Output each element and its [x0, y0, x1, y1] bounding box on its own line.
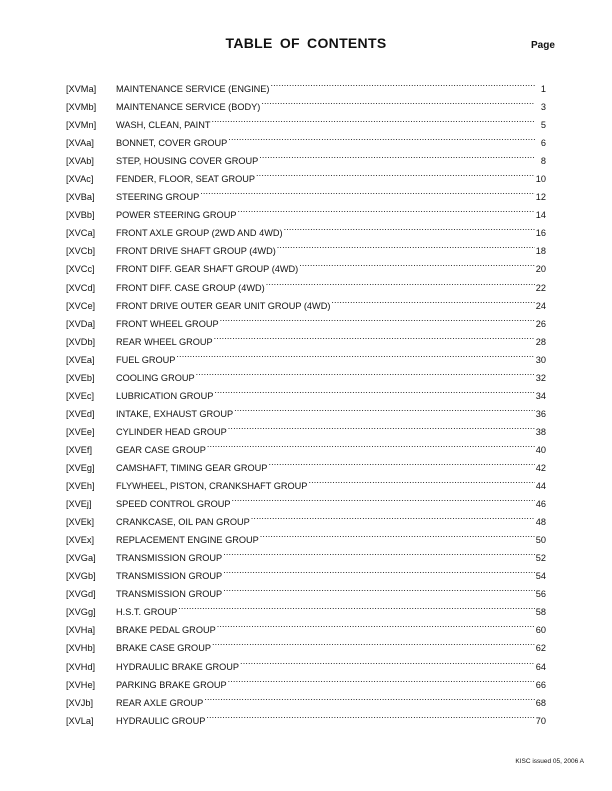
toc-entry-title: PARKING BRAKE GROUP	[116, 679, 227, 690]
toc-entry[interactable]	[66, 224, 546, 242]
toc-entry-title: INTAKE, EXHAUST GROUP	[116, 408, 234, 419]
page-title: TABLE OF CONTENTS	[225, 35, 387, 51]
toc-entry-title: TRANSMISSION GROUP	[116, 571, 223, 582]
dot-leader	[266, 281, 535, 291]
toc-entry-code: [XVMn]	[66, 120, 97, 131]
toc-entry[interactable]	[66, 242, 546, 260]
toc-entry-page-number: 6	[540, 138, 546, 149]
toc-entry-page-number: 32	[535, 372, 546, 383]
toc-entry[interactable]	[66, 567, 546, 585]
toc-entry-code: [XVEc]	[66, 390, 95, 401]
toc-entry-title: BRAKE CASE GROUP	[116, 643, 211, 654]
page-column-header: Page	[531, 40, 555, 51]
toc-entry[interactable]	[66, 351, 546, 369]
toc-entry-code: [XVEh]	[66, 481, 95, 492]
toc-entry-page-number: 64	[535, 661, 546, 672]
toc-entry[interactable]	[66, 676, 546, 694]
toc-entry[interactable]	[66, 405, 546, 423]
toc-entry-page-number: 38	[535, 426, 546, 437]
toc-entry-code: [XVEe]	[66, 426, 95, 437]
toc-entry-code: [XVHe]	[66, 679, 96, 690]
dot-leader	[232, 497, 535, 507]
toc-entry[interactable]	[66, 98, 546, 116]
toc-entry-code: [XVCc]	[66, 264, 95, 275]
toc-entry[interactable]	[66, 694, 546, 712]
toc-entry-code: [XVGa]	[66, 553, 96, 564]
toc-entry-title: REPLACEMENT ENGINE GROUP	[116, 535, 259, 546]
toc-entry-page-number: 66	[535, 679, 546, 690]
toc-entry-page-number: 60	[535, 625, 546, 636]
toc-entry-page-number: 30	[535, 354, 546, 365]
toc-entry[interactable]	[66, 80, 546, 98]
toc-entry-page-number: 46	[535, 499, 546, 510]
toc-entry-code: [XVHd]	[66, 661, 96, 672]
toc-entry-title: HYDRAULIC GROUP	[116, 715, 206, 726]
dot-leader	[223, 587, 535, 597]
toc-entry[interactable]	[66, 477, 546, 495]
toc-entry-title: FRONT DRIVE OUTER GEAR UNIT GROUP (4WD)	[116, 300, 331, 311]
toc-entry[interactable]	[66, 712, 546, 730]
toc-entry-page-number: 1	[540, 84, 546, 94]
dot-leader	[223, 551, 535, 561]
dot-leader	[220, 317, 535, 327]
toc-entry-title: CRANKCASE, OIL PAN GROUP	[116, 517, 250, 528]
dot-leader	[277, 244, 535, 254]
dot-leader	[207, 443, 535, 453]
toc-entry-code: [XVEa]	[66, 354, 95, 365]
toc-entry-title: GEAR CASE GROUP	[116, 444, 206, 455]
toc-entry-page-number: 48	[535, 517, 546, 528]
toc-entry-code: [XVCb]	[66, 246, 96, 257]
dot-leader	[204, 696, 534, 706]
dot-leader	[331, 299, 534, 309]
dot-leader	[178, 605, 535, 615]
toc-entry[interactable]	[66, 152, 546, 170]
toc-entry-page-number: 62	[535, 643, 546, 654]
dot-leader	[196, 371, 535, 381]
dot-leader	[217, 623, 535, 633]
toc-entry-code: [XVGg]	[66, 607, 96, 618]
toc-entry-page-number: 34	[535, 390, 546, 401]
dot-leader	[299, 262, 535, 272]
toc-entry-title: WASH, CLEAN, PAINT	[116, 120, 211, 131]
dot-leader	[214, 335, 535, 345]
toc-entry-page-number: 20	[535, 264, 546, 275]
toc-entry-title: MAINTENANCE SERVICE (ENGINE)	[116, 84, 270, 94]
dot-leader	[261, 100, 535, 110]
dot-leader	[256, 172, 535, 182]
toc-entry-page-number: 56	[535, 589, 546, 600]
toc-entry[interactable]	[66, 206, 546, 224]
toc-entry-title: FRONT WHEEL GROUP	[116, 318, 219, 329]
dot-leader	[200, 190, 535, 200]
toc-entry-page-number: 12	[535, 192, 546, 203]
toc-entry-page-number: 52	[535, 553, 546, 564]
toc-entry[interactable]	[66, 441, 546, 459]
toc-entry[interactable]	[66, 279, 546, 297]
toc-entry-page-number: 68	[535, 697, 546, 708]
toc-entry-title: BRAKE PEDAL GROUP	[116, 625, 216, 636]
toc-entry[interactable]	[66, 387, 546, 405]
toc-entry[interactable]	[66, 297, 546, 315]
toc-entry-code: [XVHb]	[66, 643, 96, 654]
dot-leader	[268, 461, 534, 471]
toc-entry-code: [XVHa]	[66, 625, 96, 636]
toc-entry-page-number: 3	[540, 102, 546, 113]
toc-entry[interactable]	[66, 621, 546, 639]
toc-entry-title: REAR WHEEL GROUP	[116, 336, 213, 347]
toc-entry-code: [XVDb]	[66, 336, 96, 347]
toc-entry-title: COOLING GROUP	[116, 372, 195, 383]
toc-entry-code: [XVEb]	[66, 372, 95, 383]
toc-entry-code: [XVEj]	[66, 499, 92, 510]
toc-entry[interactable]	[66, 459, 546, 477]
toc-entry-page-number: 70	[535, 715, 546, 726]
toc-entry-page-number: 36	[535, 408, 546, 419]
toc-entry-code: [XVEf]	[66, 444, 93, 455]
toc-entry-code: [XVJb]	[66, 697, 94, 708]
toc-entry-code: [XVMb]	[66, 102, 97, 113]
toc-entry-page-number: 10	[535, 174, 546, 185]
toc-entry-title: FENDER, FLOOR, SEAT GROUP	[116, 174, 256, 185]
toc-entry[interactable]	[66, 603, 546, 621]
toc-entry-code: [XVBa]	[66, 192, 95, 203]
toc-entry-code: [XVAa]	[66, 138, 94, 149]
toc-entry-code: [XVEg]	[66, 462, 95, 473]
toc-entry-page-number: 58	[535, 607, 546, 618]
dot-leader	[240, 660, 535, 670]
toc-entry-code: [XVCa]	[66, 228, 96, 239]
toc-entry-page-number: 28	[535, 336, 546, 347]
toc-entry-title: FRONT DRIVE SHAFT GROUP (4WD)	[116, 246, 276, 257]
toc-entry-page-number: 44	[535, 481, 546, 492]
toc-entry-title: FRONT DIFF. CASE GROUP (4WD)	[116, 282, 265, 293]
toc-entry-code: [XVAb]	[66, 156, 94, 167]
toc-entry-code: [XVAc]	[66, 174, 94, 185]
issue-footer: KISC issued 05, 2006 A	[515, 758, 584, 765]
dot-leader	[212, 641, 535, 651]
toc-entry-title: STEERING GROUP	[116, 192, 200, 203]
dot-leader	[271, 82, 536, 92]
toc-entry[interactable]	[66, 513, 546, 531]
dot-leader	[237, 208, 534, 218]
toc-entry[interactable]	[66, 260, 546, 278]
toc-entry-page-number: 40	[535, 444, 546, 455]
dot-leader	[214, 389, 534, 399]
toc-entry-code: [XVBb]	[66, 210, 95, 221]
toc-entry-page-number: 5	[540, 120, 546, 131]
toc-entry[interactable]	[66, 116, 546, 134]
toc-entry-code: [XVCe]	[66, 300, 96, 311]
toc-entry-title: MAINTENANCE SERVICE (BODY)	[116, 102, 261, 113]
toc-entry-title: HYDRAULIC BRAKE GROUP	[116, 661, 240, 672]
dot-leader	[228, 678, 535, 688]
toc-entry-page-number: 24	[535, 300, 546, 311]
toc-entry-page-number: 54	[535, 571, 546, 582]
toc-entry[interactable]	[66, 170, 546, 188]
toc-entry-title: FRONT AXLE GROUP (2WD AND 4WD)	[116, 228, 283, 239]
toc-entry-page-number: 18	[535, 246, 546, 257]
toc-entry[interactable]	[66, 188, 546, 206]
dot-leader	[176, 353, 534, 363]
toc-entry-page-number: 22	[535, 282, 546, 293]
toc-entry-page-number: 8	[540, 156, 546, 167]
toc-entry-page-number: 50	[535, 535, 546, 546]
dot-leader	[308, 479, 534, 489]
toc-entry-code: [XVEk]	[66, 517, 95, 528]
toc-entry[interactable]	[66, 369, 546, 387]
toc-entry-title: SPEED CONTROL GROUP	[116, 499, 231, 510]
toc-entry-code: [XVCd]	[66, 282, 96, 293]
toc-entry-code: [XVEd]	[66, 408, 95, 419]
dot-leader	[284, 226, 535, 236]
toc-entry[interactable]	[66, 423, 546, 441]
dot-leader	[234, 407, 535, 417]
toc-entry-code: [XVDa]	[66, 318, 96, 329]
dot-leader	[259, 154, 535, 164]
toc-entry-title: TRANSMISSION GROUP	[116, 589, 223, 600]
toc-entry-title: LUBRICATION GROUP	[116, 390, 214, 401]
dot-leader	[228, 136, 535, 146]
dot-leader	[260, 533, 535, 543]
toc-entry-title: FLYWHEEL, PISTON, CRANKSHAFT GROUP	[116, 481, 308, 492]
toc-entry-title: BONNET, COVER GROUP	[116, 138, 228, 149]
toc-entry[interactable]	[66, 315, 546, 333]
dot-leader	[223, 569, 535, 579]
toc-entry-page-number: 42	[535, 462, 546, 473]
dot-leader	[251, 515, 535, 525]
dot-leader	[211, 118, 535, 128]
toc-entry-code: [XVLa]	[66, 715, 94, 726]
table-of-contents	[66, 80, 546, 730]
toc-entry-code: [XVGd]	[66, 589, 96, 600]
toc-entry-page-number: 14	[535, 210, 546, 221]
toc-entry-title: FRONT DIFF. GEAR SHAFT GROUP (4WD)	[116, 264, 299, 275]
toc-entry-title: CYLINDER HEAD GROUP	[116, 426, 227, 437]
toc-entry-title: POWER STEERING GROUP	[116, 210, 237, 221]
toc-entry-title: H.S.T. GROUP	[116, 607, 178, 618]
toc-entry-code: [XVGb]	[66, 571, 96, 582]
toc-entry[interactable]	[66, 585, 546, 603]
toc-entry[interactable]	[66, 658, 546, 676]
toc-entry[interactable]	[66, 549, 546, 567]
toc-entry-code: [XVMa]	[66, 84, 97, 94]
toc-entry-title: STEP, HOUSING COVER GROUP	[116, 156, 259, 167]
dot-leader	[206, 714, 534, 724]
dot-leader	[228, 425, 535, 435]
toc-entry-title: CAMSHAFT, TIMING GEAR GROUP	[116, 462, 268, 473]
toc-entry[interactable]	[66, 134, 546, 152]
toc-entry[interactable]	[66, 639, 546, 657]
toc-entry[interactable]	[66, 333, 546, 351]
toc-entry[interactable]	[66, 531, 546, 549]
toc-entry-title: REAR AXLE GROUP	[116, 697, 204, 708]
toc-entry-page-number: 26	[535, 318, 546, 329]
toc-entry-code: [XVEx]	[66, 535, 95, 546]
toc-entry-title: FUEL GROUP	[116, 354, 176, 365]
toc-entry[interactable]	[66, 495, 546, 513]
toc-entry-page-number: 16	[535, 228, 546, 239]
toc-entry-title: TRANSMISSION GROUP	[116, 553, 223, 564]
